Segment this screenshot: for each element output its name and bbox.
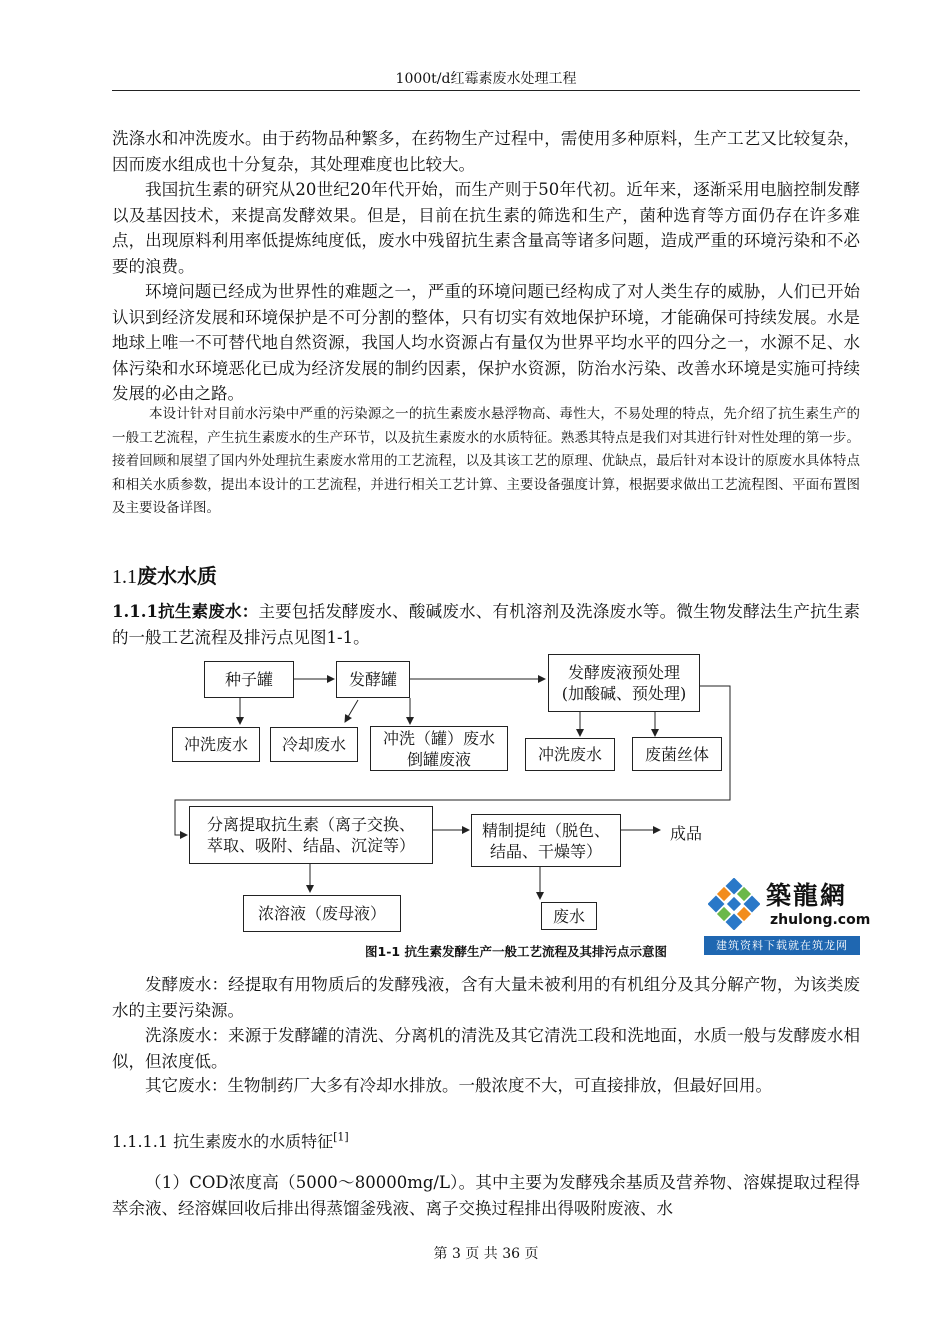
box-cooling-water: 冷却废水 xyxy=(270,727,358,762)
subsection-label: 1.1.1抗生素废水： xyxy=(112,602,259,621)
subsection-paragraph xyxy=(112,599,860,650)
section-title: 废水水质 xyxy=(137,564,217,588)
logo-domain: zhulong.com xyxy=(770,912,871,928)
watermark-logo xyxy=(700,866,871,958)
box-wash-water-2: 冲洗废水 xyxy=(525,738,615,771)
separation-line1: 分离提取抗生素（离子交换、 xyxy=(206,815,415,834)
paragraph-environment: 环境问题已经成为世界性的难题之一，严重的环境问题已经构成了对人类生存的威胁，人们已开始认识到经济发展和环境保护是不可分割的整体，只有切实有效地保护环境，才能确保可持续发展。水是地球上唯一不可替代地自然资源，我国人均水资源占有量仅为世界平均水平的四分之一，水源不足、水体污染和水环境恶化已成为经济发展的制约因素，保护水资源，防治水污染、改善水环境是实施可持续发展的必由之路。 xyxy=(112,282,860,403)
refine-line1: 精制提纯（脱色、 xyxy=(481,820,610,840)
paragraph-design-summary: 本设计针对目前水污染中严重的污染源之一的抗生素废水悬浮物高、毒性大，不易处理的特点，先介绍了抗生素生产的一般工艺流程，产生抗生素废水的生产环节，以及抗生素废水的水质特征。熟悉其特点是我们对其进行针对性处理的第一步。接着回顾和展望了国内外处理抗生素废水常用的工艺流程，以及其该工艺的原理、优缺点，最后针对本设计的原废水具体特点和相关水质参数，提出本设计的工艺流程，并进行相关工艺计算、主要设备强度计算，根据要求做出工艺流程图、平面布置图及主要设备详图。 xyxy=(112,406,860,516)
subsubsection-title: 1.1.1.1 抗生素废水的水质特征 xyxy=(112,1132,334,1151)
paragraph-ferment-wastewater: 发酵废水：经提取有用物质后的发酵残液，含有大量未被利用的有机组分及其分解产物，为该类废水的主要污染源。 xyxy=(112,975,860,1020)
paragraph-washing-wastewater: 洗涤废水：来源于发酵罐的清洗、分离机的清洗及其它清洗工段和洗地面，水质一般与发酵废水相似，但浓度低。 xyxy=(112,1026,860,1071)
tank-wash-line1: 冲洗（罐）废水 xyxy=(382,728,495,748)
refine-line2: 结晶、干燥等） xyxy=(489,841,602,861)
paragraph-continuation: 洗涤水和冲洗废水。由于药物品种繁多，在药物生产过程中，需使用多种原料，生产工艺又比较复杂，因而废水组成也十分复杂，其处理难度也比较大。 xyxy=(112,129,860,174)
box-waste-water: 废水 xyxy=(541,902,597,930)
pretreat-line1: 发酵废液预处理 xyxy=(567,663,680,682)
tank-wash-line2: 倒罐废液 xyxy=(406,749,471,769)
citation-ref: [1] xyxy=(333,1130,349,1144)
box-refine xyxy=(471,814,621,867)
logo-slogan: 建筑资料下载就在筑龙网 xyxy=(704,936,860,955)
pretreat-line2: (加酸碱、预处理) xyxy=(561,684,687,703)
subsubsection-heading xyxy=(112,1129,349,1152)
box-ferment-tank: 发酵罐 xyxy=(336,661,410,698)
box-seed-tank: 种子罐 xyxy=(204,661,294,698)
box-wash-water-1: 冲洗废水 xyxy=(172,727,260,762)
header-rule xyxy=(112,90,860,91)
zhulong-logo-icon xyxy=(708,878,760,930)
arrow-ferment-cooling xyxy=(345,700,358,722)
page-header: 1000t/d红霉素废水处理工程 xyxy=(395,71,577,87)
logo-name: 築龍網 xyxy=(766,881,848,910)
section-heading xyxy=(112,560,217,589)
box-tank-wash xyxy=(370,726,508,771)
figure-caption: 图1-1 抗生素发酵生产一般工艺流程及其排污点示意图 xyxy=(365,944,667,959)
subsection-text: 主要包括发酵废水、酸碱废水、有机溶剂及洗涤废水等。微生物发酵法生产抗生素的一般工艺流程及排污点见图1-1。 xyxy=(112,602,861,647)
paragraph-cod: （1）COD浓度高（5000～80000mg/L）。其中主要为发酵残余基质及营养物、溶媒提取过程得萃余液、经溶媒回收后排出得蒸馏釜残液、离子交换过程排出得吸附废液、水 xyxy=(112,1173,860,1218)
paragraph-antibiotic-research: 我国抗生素的研究从20世纪20年代开始，而生产则于50年代初。近年来，逐渐采用电脑控制发酵以及基因技术，来提高发酵效果。但是，目前在抗生素的筛选和生产，菌种选育等方面仍存在许多难点，出现原料利用率低提炼纯度低，废水中残留抗生素含量高等诸多问题，造成严重的环境污染和不必要的浪费。 xyxy=(112,180,860,276)
label-product: 成品 xyxy=(670,824,703,843)
separation-line2: 萃取、吸附、结晶、沉淀等） xyxy=(206,836,415,855)
box-mycelium: 废菌丝体 xyxy=(632,737,722,771)
box-separation xyxy=(189,806,433,864)
box-mother-liquor: 浓溶液（废母液） xyxy=(243,895,401,932)
box-pretreatment xyxy=(548,654,700,712)
paragraph-other-wastewater: 其它废水：生物制药厂大多有冷却水排放。一般浓度不大，可直接排放，但最好回用。 xyxy=(145,1076,772,1095)
section-number: 1.1 xyxy=(112,566,137,588)
page-footer: 第 3 页 共 36 页 xyxy=(433,1246,539,1262)
